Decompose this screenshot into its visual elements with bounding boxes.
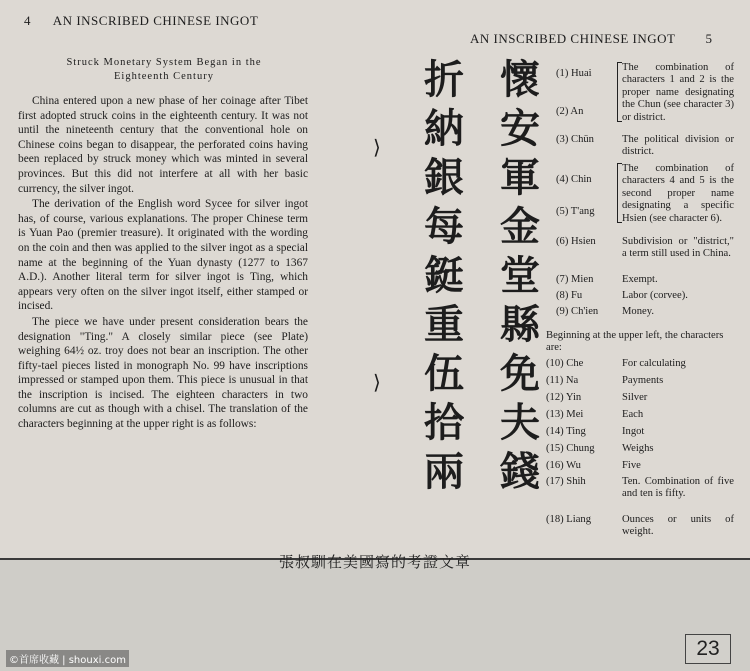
body-text bbox=[18, 94, 308, 432]
inscription-char: 納 bbox=[424, 105, 464, 152]
chinese-caption: 張叔馴在美國寫的考證文章 bbox=[278, 553, 471, 571]
stroke-mark: ⟩ bbox=[373, 372, 381, 394]
glossary-definition: Subdivision or "district," a term still used in China. bbox=[622, 236, 734, 260]
inscription-char: 拾 bbox=[424, 399, 464, 446]
paragraph: China entered upon a new phase of her coinage after Tibet first adopted struck coins in the eighteenth century. It was not until the nineteenth century that the conventional hole on Chinese coins began to disappear, the perforated coins having been replaced by struck money which was minted in several provinces. But this did not interfere at all with her basic currency, the silver ingot. bbox=[18, 95, 308, 195]
glossary-definition: Money. bbox=[622, 306, 654, 317]
inscription-char: 重 bbox=[424, 301, 464, 348]
left-page-number: 4 bbox=[24, 13, 31, 28]
inscription-char: 安 bbox=[500, 105, 540, 152]
inscription-char: 軍 bbox=[500, 154, 540, 201]
left-running-title: AN INSCRIBED CHINESE INGOT bbox=[52, 13, 259, 28]
left-page-header bbox=[24, 13, 258, 29]
glossary-term: (2) An bbox=[556, 106, 584, 117]
glossary-term: (11) Na bbox=[546, 375, 579, 386]
inscription-char: 鋌 bbox=[424, 252, 464, 299]
inscription-char: 夫 bbox=[500, 399, 540, 446]
paragraph: The piece we have under present consideration bears the designation "Ting." A closely similar piece (see Plate) weighing 64½ oz. troy does not bear an inscription. The other fifty-tael pieces listed in monograph No. 99 have inscriptions impressed or stamped upon them. This piece is unusual in that the inscription is incised. The eighteen characters in two columns are cut as though with a chisel. The translation of the characters beginning at the upper right is as follows: bbox=[18, 315, 308, 431]
glossary-definition: Labor (corvee). bbox=[622, 290, 688, 301]
bracket-note-1-2: The combination of characters 1 and 2 is the proper name designating the Chun (see character 3) or district. bbox=[622, 62, 734, 123]
glossary-term: (10) Che bbox=[546, 358, 584, 369]
stroke-mark: ⟩ bbox=[373, 137, 381, 159]
glossary-definition: Exempt. bbox=[622, 274, 658, 285]
glossary-term: (5) T'ang bbox=[556, 206, 595, 217]
glossary-definition: Payments bbox=[622, 375, 664, 386]
glossary-term: (15) Chung bbox=[546, 443, 595, 454]
glossary-term: (14) Ting bbox=[546, 426, 586, 437]
inscription-char: 懷 bbox=[500, 56, 540, 103]
glossary-definition: Five bbox=[622, 460, 641, 471]
inscription-char: 每 bbox=[424, 203, 464, 250]
glossary-definition: Ingot bbox=[622, 426, 645, 437]
inscription-char: 伍 bbox=[424, 350, 464, 397]
inscription-char: 錢 bbox=[500, 448, 540, 495]
glossary-definition: Ten. Combination of five and ten is fifty. bbox=[622, 476, 734, 500]
glossary-term: (7) Mien bbox=[556, 274, 594, 285]
glossary-note: Beginning at the upper left, the characters are: bbox=[546, 330, 724, 354]
right-running-title: AN INSCRIBED CHINESE INGOT bbox=[470, 31, 676, 46]
glossary-term: (9) Ch'ien bbox=[556, 306, 599, 317]
glossary-definition: Silver bbox=[622, 392, 648, 403]
glossary-term: (13) Mei bbox=[546, 409, 584, 420]
section-heading-line-2: Eighteenth Century bbox=[114, 71, 214, 82]
right-page-number: 5 bbox=[705, 31, 713, 46]
section-heading bbox=[38, 56, 290, 84]
section-heading-line-1: Struck Monetary System Began in the bbox=[66, 57, 262, 68]
ingot-inscription bbox=[373, 56, 550, 540]
glossary-term: (18) Liang bbox=[546, 514, 592, 525]
inscription-char: 金 bbox=[500, 203, 540, 250]
inscription-char: 銀 bbox=[424, 154, 464, 201]
glossary-term: (12) Yin bbox=[546, 392, 582, 403]
inscription-char: 縣 bbox=[500, 301, 540, 348]
inscription-char: 免 bbox=[500, 350, 540, 397]
glossary-term: (3) Chün bbox=[556, 134, 594, 145]
glossary-definition: Each bbox=[622, 409, 644, 420]
glossary-term: (4) Chin bbox=[556, 174, 592, 185]
glossary-term: (8) Fu bbox=[556, 290, 583, 301]
watermark: ©首席收藏 | shouxi.com bbox=[6, 650, 129, 667]
inscription-char: 折 bbox=[424, 56, 464, 103]
page-number-box: 23 bbox=[685, 634, 731, 664]
bracket-note-4-5: The combination of characters 4 and 5 is the second proper name designating a specific Hsien (see character 6). bbox=[622, 163, 734, 224]
right-page-header bbox=[470, 31, 712, 47]
paragraph: The derivation of the English word Sycee for silver ingot has, of course, various explanations. The proper Chinese term is Yuan Pao (premier treasure). It originated with the wording on the coin and then was applied to the silver ingot as a special name at the beginning of the Yuan dynasty (1277 to 1367 A.D.). Another literal term for silver ingot is Ting, which appears very often on the silver ingot itself, either stamped or incised. bbox=[18, 198, 308, 313]
glossary-term: (1) Huai bbox=[556, 68, 592, 79]
glossary-term: (16) Wu bbox=[546, 460, 581, 471]
glossary-definition: For calculating bbox=[622, 358, 686, 369]
glossary-definition: Weighs bbox=[622, 443, 654, 454]
glossary-term: (6) Hsien bbox=[556, 236, 596, 247]
glossary-definition: Ounces or units of weight. bbox=[622, 514, 734, 538]
glossary-definition: The political division or district. bbox=[622, 134, 734, 158]
inscription-char: 堂 bbox=[500, 252, 540, 299]
inscription-char: 兩 bbox=[424, 448, 464, 495]
glossary-term: (17) Shih bbox=[546, 476, 586, 487]
